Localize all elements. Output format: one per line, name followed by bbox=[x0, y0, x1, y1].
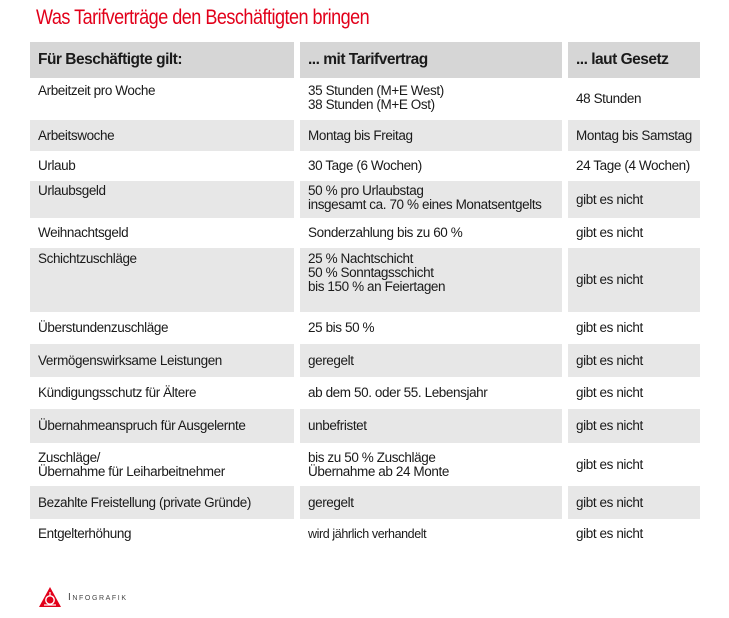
row-gesetz-value: 48 Stunden bbox=[576, 91, 642, 106]
row-gesetz-value: gibt es nicht bbox=[576, 225, 643, 240]
row-label: Kündigungsschutz für Ältere bbox=[38, 385, 197, 400]
row-label: Zuschläge/ Übernahme für Leiharbeitnehmer bbox=[38, 449, 225, 479]
table-row bbox=[30, 377, 700, 409]
row-gesetz-value: gibt es nicht bbox=[568, 181, 700, 218]
table-row bbox=[30, 312, 700, 344]
row-gesetz-value: gibt es nicht bbox=[568, 344, 700, 377]
row-tarif-value: ab dem 50. oder 55. Lebensjahr bbox=[308, 385, 488, 400]
row-gesetz-value: gibt es nicht bbox=[568, 486, 700, 519]
row-label: Arbeitzeit pro Woche bbox=[38, 83, 156, 98]
row-label: Übernahmeanspruch für Ausgelernte bbox=[30, 409, 294, 443]
row-tarif-value: Montag bis Freitag bbox=[300, 120, 562, 151]
row-tarif-value: wird jährlich verhandelt bbox=[308, 527, 427, 541]
table-row bbox=[30, 78, 700, 120]
row-label: Arbeitswoche bbox=[30, 120, 294, 151]
page-title: Was Tarifverträge den Beschäftigten bringen bbox=[36, 6, 370, 29]
row-tarif-value: bis zu 50 % Zuschläge Übernahme ab 24 Monte bbox=[308, 449, 449, 479]
column-header-category: Für Beschäftigte gilt: bbox=[30, 42, 294, 78]
row-gesetz-value: gibt es nicht bbox=[568, 248, 700, 312]
row-tarif-value: 50 % pro Urlaubstag insgesamt ca. 70 % eines Monatsentgelts bbox=[300, 181, 562, 218]
row-tarif-value: 35 Stunden (M+E West) 38 Stunden (M+E Ost) bbox=[308, 83, 444, 112]
column-header-tarif: ... mit Tarifvertrag bbox=[300, 42, 562, 78]
table-row bbox=[30, 443, 700, 486]
row-gesetz-value: gibt es nicht bbox=[568, 409, 700, 443]
row-tarif-value: geregelt bbox=[300, 486, 562, 519]
row-tarif-value: 25 % Nachtschicht 50 % Sonntagsschicht bis 150 % an Feiertagen bbox=[300, 248, 562, 312]
row-tarif-value: 30 Tage (6 Wochen) bbox=[308, 158, 422, 173]
table-row bbox=[30, 519, 700, 549]
table-row bbox=[30, 344, 700, 377]
table-row bbox=[30, 248, 700, 312]
row-tarif-value: Sonderzahlung bis zu 60 % bbox=[308, 225, 463, 240]
row-gesetz-value: Montag bis Samstag bbox=[568, 120, 700, 151]
footer-logo-text: Infografik bbox=[68, 591, 128, 603]
comparison-table bbox=[30, 42, 700, 549]
row-gesetz-value: gibt es nicht bbox=[576, 526, 643, 541]
row-label: Vermögenswirksame Leistungen bbox=[30, 344, 294, 377]
column-header-gesetz: ... laut Gesetz bbox=[568, 42, 700, 78]
row-label: Bezahlte Freistellung (private Gründe) bbox=[30, 486, 294, 519]
table-row bbox=[30, 486, 700, 519]
row-label: Schichtzuschläge bbox=[30, 248, 294, 312]
table-row bbox=[30, 151, 700, 181]
row-gesetz-value: 24 Tage (4 Wochen) bbox=[576, 158, 690, 173]
row-gesetz-value: gibt es nicht bbox=[576, 385, 643, 400]
row-gesetz-value: gibt es nicht bbox=[576, 456, 643, 472]
row-label: Urlaub bbox=[38, 158, 76, 173]
row-tarif-value: 25 bis 50 % bbox=[308, 320, 375, 335]
table-row bbox=[30, 218, 700, 248]
table-row bbox=[30, 409, 700, 443]
row-label: Überstundenzuschläge bbox=[38, 320, 169, 335]
footer-logo bbox=[38, 586, 128, 608]
ig-metall-logo-icon bbox=[38, 586, 62, 608]
row-label: Entgelterhöhung bbox=[38, 526, 132, 541]
table-row bbox=[30, 120, 700, 151]
row-label: Weihnachtsgeld bbox=[38, 225, 129, 240]
table-row bbox=[30, 181, 700, 218]
row-label: Urlaubsgeld bbox=[30, 181, 294, 218]
table-header-row bbox=[30, 42, 700, 78]
row-tarif-value: unbefristet bbox=[300, 409, 562, 443]
row-gesetz-value: gibt es nicht bbox=[576, 320, 643, 335]
row-tarif-value: geregelt bbox=[300, 344, 562, 377]
